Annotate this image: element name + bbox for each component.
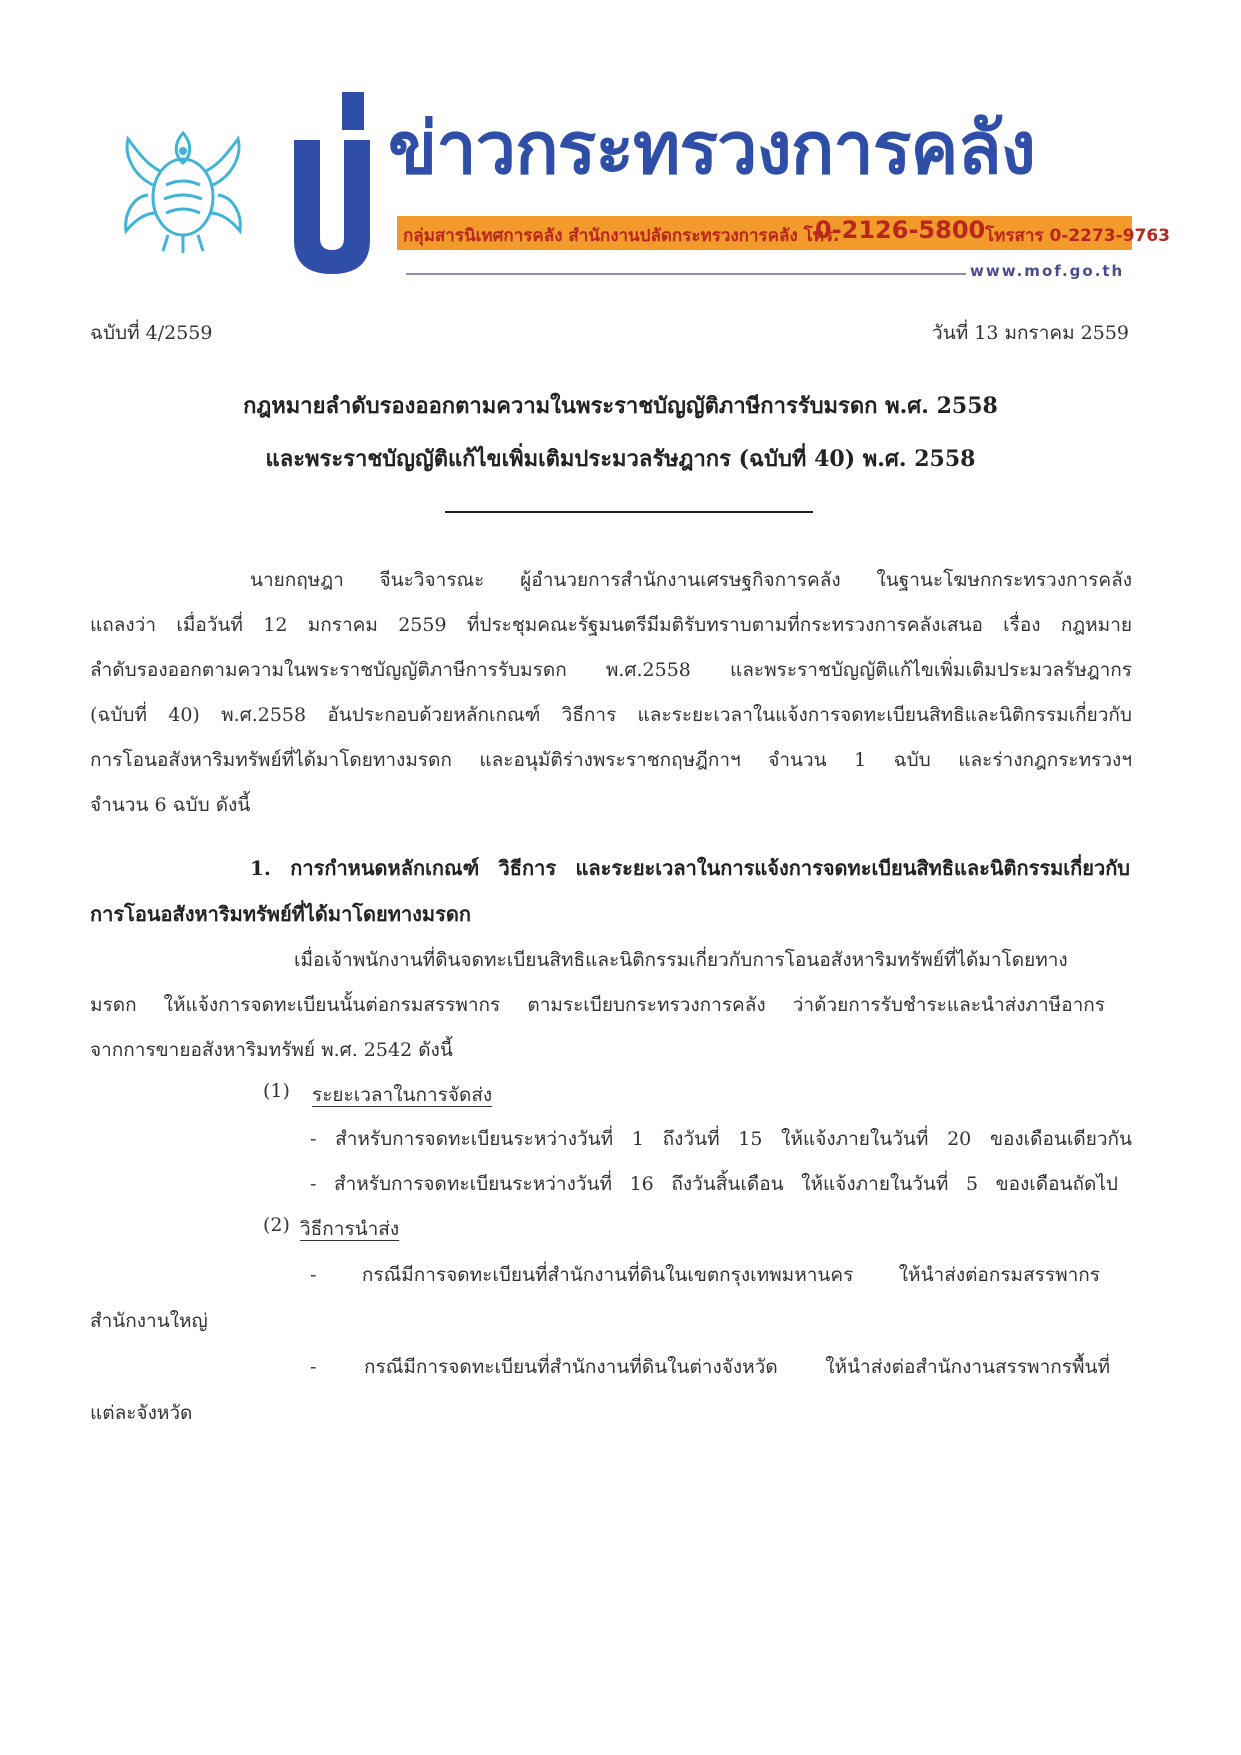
sub-item-2-bullet: - กรณีมีการจดทะเบียนที่สำนักงานที่ดินในต่างจังหวัด ให้นำส่งต่อสำนักงานสรรพากรพื้นที่ — [310, 1356, 1110, 1378]
sub-item-2-bullet-cont: สำนักงานใหญ่ — [90, 1310, 208, 1332]
intro-line: จำนวน 6 ฉบับ ดังนี้ — [90, 794, 251, 816]
sub-item-2-number: (2) — [263, 1214, 290, 1236]
intro-line: (ฉบับที่ 40) พ.ศ.2558 อันประกอบด้วยหลักเกณฑ์ วิธีการ และระยะเวลาในแจ้งการจดทะเบียนสิทธิและนิติกรรมเกี่ยวกับ — [90, 704, 1132, 726]
sub-item-1-number: (1) — [263, 1080, 290, 1102]
masthead-phone: 0-2126-5800 — [815, 216, 986, 244]
sub-item-2-bullet: - กรณีมีการจดทะเบียนที่สำนักงานที่ดินในเขตกรุงเทพมหานคร ให้นำส่งต่อกรมสรรพากร — [310, 1264, 1100, 1286]
issue-number: ฉบับที่ 4/2559 — [90, 322, 213, 344]
issue-date: วันที่ 13 มกราคม 2559 — [932, 322, 1129, 344]
sub-item-1-title: ระยะเวลาในการจัดส่ง — [312, 1084, 493, 1106]
masthead-org: กลุ่มสารนิเทศการคลัง สำนักงานปลัดกระทรวงการคลัง โทร. — [403, 226, 840, 246]
section-1-heading-cont: การโอนอสังหาริมทรัพย์ที่ได้มาโดยทางมรดก — [90, 902, 471, 926]
sub-item-2-bullet-cont: แต่ละจังหวัด — [90, 1402, 193, 1424]
logo-mark-icon — [280, 90, 380, 276]
section-1-paragraph-line: เมื่อเจ้าพนักงานที่ดินจดทะเบียนสิทธิและนิติกรรมเกี่ยวกับการโอนอสังหาริมทรัพย์ที่ได้มาโดยทาง — [294, 949, 1068, 971]
sub-item-2-title: วิธีการนำส่ง — [300, 1218, 400, 1240]
garuda-emblem-icon — [118, 125, 248, 255]
masthead-title: ข่าวกระทรวงการคลัง — [388, 106, 1035, 190]
section-1-paragraph-line: จากการขายอสังหาริมทรัพย์ พ.ศ. 2542 ดังนี้ — [90, 1039, 453, 1061]
masthead-fax: โทรสาร 0-2273-9763 — [985, 226, 1171, 246]
intro-line: ลำดับรองออกตามความในพระราชบัญญัติภาษีการรับมรดก พ.ศ.2558 และพระราชบัญญัติแก้ไขเพิ่มเติมประมวลรัษฎากร — [90, 659, 1132, 681]
document-title-line-2: และพระราชบัญญัติแก้ไขเพิ่มเติมประมวลรัษฎากร (ฉบับที่ 40) พ.ศ. 2558 — [265, 446, 976, 472]
masthead-rule — [406, 273, 966, 275]
intro-line: นายกฤษฎา จีนะวิจารณะ ผู้อำนวยการสำนักงานเศรษฐกิจการคลัง ในฐานะโฆษกกระทรวงการคลัง — [250, 569, 1132, 591]
sub-item-1-bullet: - สำหรับการจดทะเบียนระหว่างวันที่ 16 ถึงวันสิ้นเดือน ให้แจ้งภายในวันที่ 5 ของเดือนถัดไป — [310, 1173, 1118, 1195]
title-divider — [445, 511, 813, 513]
section-1-paragraph-line: มรดก ให้แจ้งการจดทะเบียนนั้นต่อกรมสรรพากร ตามระเบียบกระทรวงการคลัง ว่าด้วยการรับชำระและนำส่งภาษีอากร — [90, 994, 1105, 1016]
masthead-url: www.mof.go.th — [970, 262, 1125, 280]
document-title-line-1: กฎหมายลำดับรองออกตามความในพระราชบัญญัติภาษีการรับมรดก พ.ศ. 2558 — [243, 393, 998, 419]
sub-item-1-bullet: - สำหรับการจดทะเบียนระหว่างวันที่ 1 ถึงวันที่ 15 ให้แจ้งภายในวันที่ 20 ของเดือนเดียวกัน — [310, 1128, 1132, 1150]
section-1-heading: 1. การกำหนดหลักเกณฑ์ วิธีการ และระยะเวลาในการแจ้งการจดทะเบียนสิทธิและนิติกรรมเกี่ยวกับ — [250, 856, 1130, 880]
intro-line: แถลงว่า เมื่อวันที่ 12 มกราคม 2559 ที่ประชุมคณะรัฐมนตรีมีมติรับทราบตามที่กระทรวงการคลังเสนอ เรื่อง กฎหมาย — [90, 614, 1132, 636]
intro-line: การโอนอสังหาริมทรัพย์ที่ได้มาโดยทางมรดก และอนุมัติร่างพระราชกฤษฎีกาฯ จำนวน 1 ฉบับ และร่างกฎกระทรวงฯ — [90, 749, 1132, 771]
